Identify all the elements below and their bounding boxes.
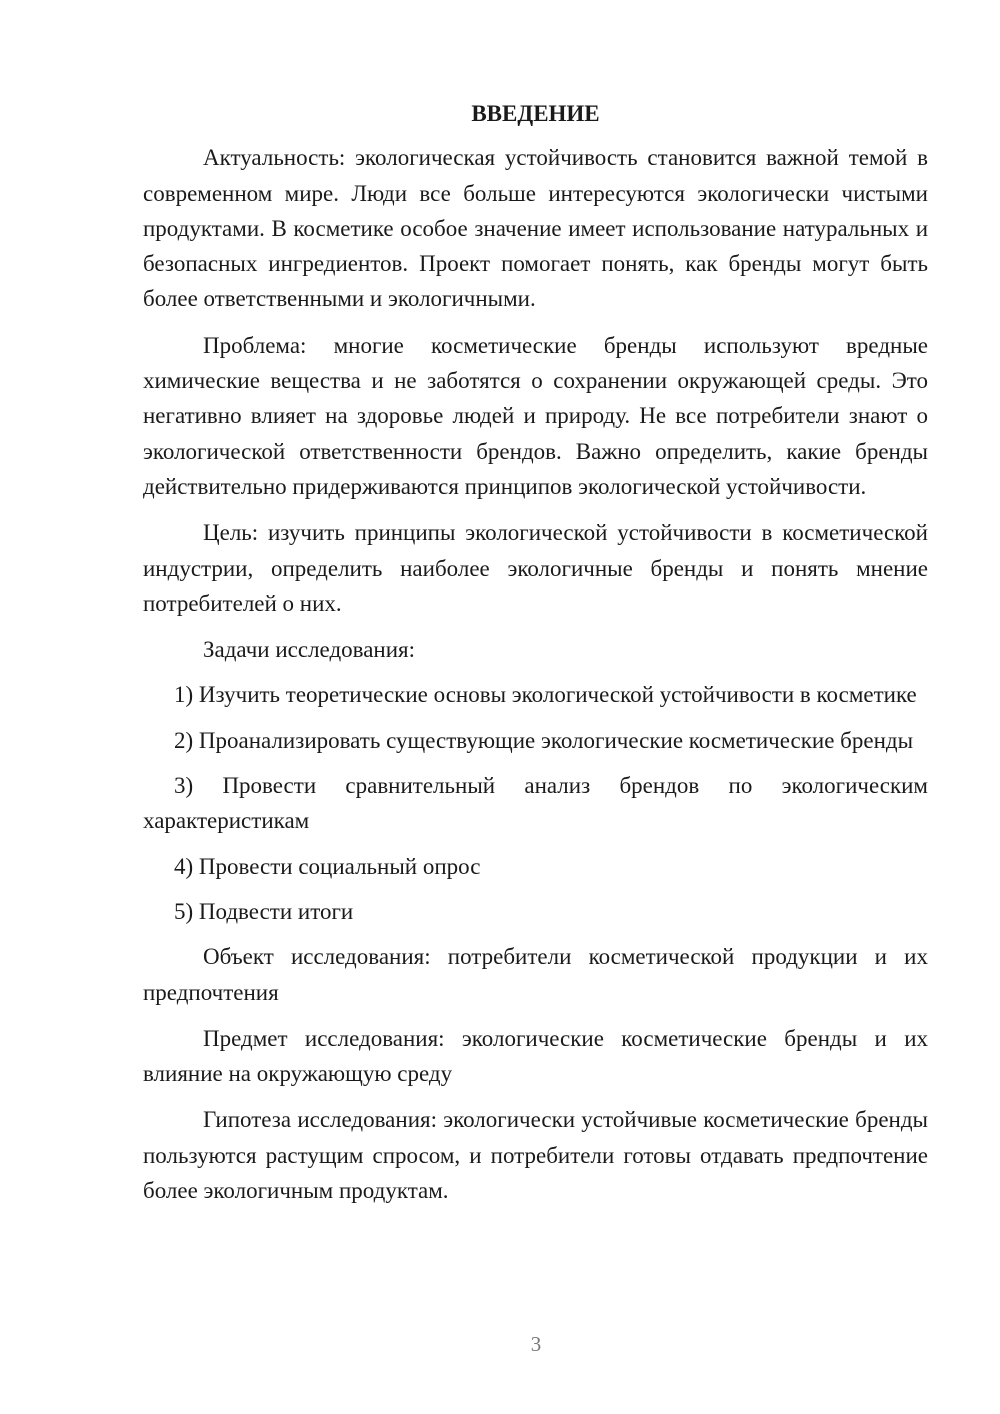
page-number: 3	[530, 1332, 542, 1356]
task-item: 4) Провести социальный опрос	[174, 853, 481, 879]
task-item: 3) Провести сравнительный анализ брендов по экологическим характеристикам	[143, 773, 928, 834]
subject-paragraph: Предмет исследования: экологические косметические бренды и их влияние на окружающую среду	[143, 1025, 928, 1087]
hypothesis-paragraph: Гипотеза исследования: экологически устойчивые косметические бренды пользуются растущим спросом, и потребители готовы отдавать предпочтение более экологичным продуктам.	[143, 1107, 928, 1204]
section-heading: ВВЕДЕНИЕ	[471, 101, 600, 126]
document-body	[143, 96, 928, 1219]
task-item: 5) Подвести итоги	[174, 898, 354, 924]
tasks-title: Задачи исследования:	[203, 637, 416, 663]
task-item: 1) Изучить теоретические основы экологической устойчивости в косметике	[174, 682, 917, 708]
object-paragraph: Объект исследования: потребители косметической продукции и их предпочтения	[143, 944, 928, 1005]
problem-paragraph: Проблема: многие косметические бренды используют вредные химические вещества и не заботятся о сохранении окружающей среды. Это негативно влияет на здоровье людей и природу. Не все потребители знают о экологической ответственности брендов. Важно определить, какие бренды действительно придерживаются принципов экологической устойчивости.	[143, 332, 928, 499]
task-item: 2) Проанализировать существующие экологические косметические бренды	[174, 727, 914, 753]
tasks-list	[143, 677, 928, 929]
goal-paragraph: Цель: изучить принципы экологической устойчивости в косметической индустрии, определить наиболее экологичные бренды и понять мнение потребителей о них.	[143, 520, 928, 616]
relevance-paragraph: Актуальность: экологическая устойчивость становится важной темой в современном мире. Люди все больше интересуются экологически чистыми продуктами. В косметике особое значение имеет использование натуральных и безопасных ингредиентов. Проект помогает понять, как бренды могут быть более ответственными и экологичными.	[143, 145, 928, 312]
